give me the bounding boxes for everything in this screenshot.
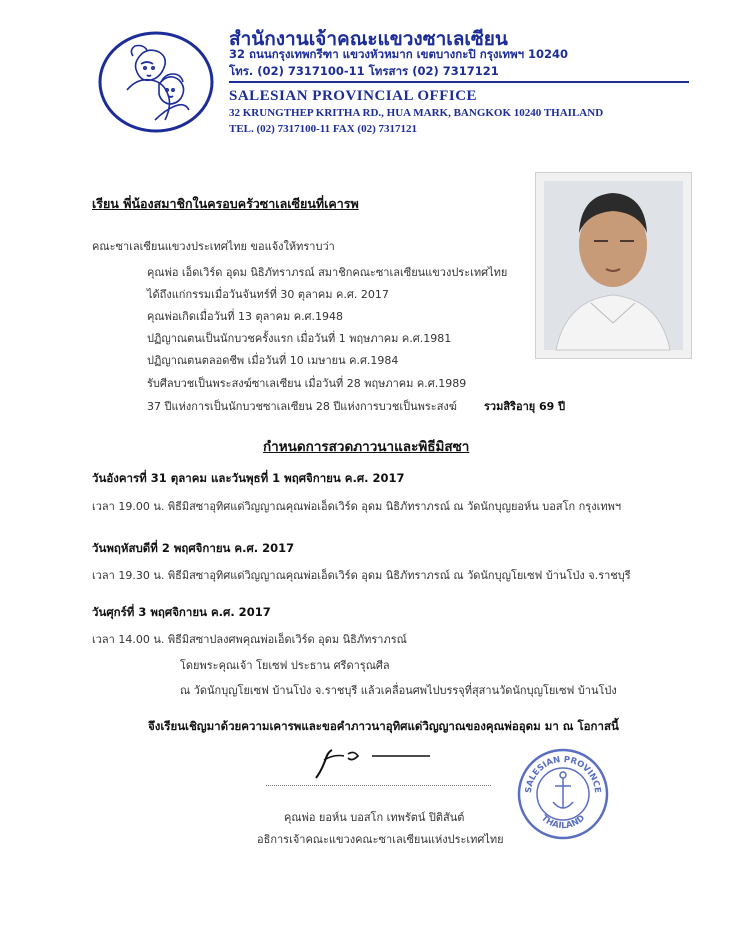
handwritten-signature	[312, 742, 432, 782]
body-line: ปฏิญาณตนเป็นนักบวชครั้งแรก เมื่อวันที่ 1 พฤษภาคม ค.ศ.1981	[147, 332, 452, 345]
body-line: คุณพ่อ เอ็ดเวิร์ด อุดม นิธิภัทราภรณ์ สมาชิกคณะซาเลเซียนแขวงประเทศไทย	[147, 266, 508, 279]
schedule-detail: ณ วัดนักบุญโยเซฟ บ้านโป่ง จ.ราชบุรี แล้วเคลื่อนศพไปบรรจุที่สุสานวัดนักบุญโยเซฟ บ้านโป่ง	[180, 684, 617, 697]
body-line: ได้ถึงแก่กรรมเมื่อวันจันทร์ที่ 30 ตุลาคม ค.ศ. 2017	[147, 288, 389, 301]
english-phone: TEL. (02) 7317100-11 FAX (02) 7317121	[229, 123, 418, 135]
schedule-detail: เวลา 19.00 น. พิธีมิสซาอุทิศแด่วิญญาณคุณพ่อเอ็ดเวิร์ด อุดม นิธิภัทราภรณ์ ณ วัดนักบุญยอห์น บอสโก กรุงเทพฯ	[92, 500, 622, 513]
stamp-text-top: SALESIAN PROVINCE	[523, 754, 603, 794]
body-line: คุณพ่อเกิดเมื่อวันที่ 13 ตุลาคม ค.ศ.1948	[147, 310, 344, 323]
body-line: ปฏิญาณตนตลอดชีพ เมื่อวันที่ 10 เมษายน ค.ศ.1984	[147, 354, 399, 367]
english-office-title: SALESIAN PROVINCIAL OFFICE	[229, 88, 478, 104]
thai-address: 32 ถนนกรุงเทพกรีฑา แขวงหัวหมาก เขตบางกะปิ กรุงเทพฯ 10240	[229, 47, 569, 61]
english-address: 32 KRUNGTHEP KRITHA RD., HUA MARK, BANGKOK 10240 THAILAND	[229, 107, 604, 119]
body-line: 37 ปีแห่งการเป็นนักบวชซาเลเซียน 28 ปีแห่งการบวชเป็นพระสงฆ์	[147, 400, 457, 413]
schedule-date: วันอังคารที่ 31 ตุลาคม และวันพุธที่ 1 พฤศจิกายน ค.ศ. 2017	[92, 471, 405, 485]
schedule-detail: เวลา 14.00 น. พิธีมิสซาปลงศพคุณพ่อเอ็ดเวิร์ด อุดม นิธิภัทราภรณ์	[92, 633, 407, 646]
schedule-detail: เวลา 19.30 น. พิธีมิสซาอุทิศแด่วิญญาณคุณพ่อเอ็ดเวิร์ด อุดม นิธิภัทราภรณ์ ณ วัดนักบุญโยเซฟ บ้านโป่ง จ.ราชบุรี	[92, 569, 631, 582]
body-line: รับศีลบวชเป็นพระสงฆ์ซาเลเซียน เมื่อวันที่ 28 พฤษภาคม ค.ศ.1989	[147, 377, 467, 390]
portrait-photo	[535, 172, 692, 359]
header-divider	[229, 81, 689, 83]
schedule-detail: โดยพระคุณเจ้า โยเซฟ ประธาน ศรีดารุณศีล	[180, 659, 390, 672]
salutation: เรียน พี่น้องสมาชิกในครอบครัวซาเลเซียนที่เคารพ	[92, 196, 359, 211]
stamp-text-bottom: THAILAND	[539, 813, 587, 832]
salesian-logo	[97, 30, 215, 134]
age-text: รวมสิริอายุ 69 ปี	[484, 400, 566, 413]
closing-text: จึงเรียนเชิญมาด้วยความเคารพและขอคำภาวนาอุทิศแด่วิญญาณของคุณพ่ออุดม มา ณ โอกาสนี้	[148, 719, 619, 733]
schedule-title: กำหนดการสวดภาวนาและพิธีมิสซา	[263, 439, 470, 455]
thai-office-title: สำนักงานเจ้าคณะแขวงซาเลเซียน	[229, 28, 508, 50]
schedule-date: วันศุกร์ที่ 3 พฤศจิกายน ค.ศ. 2017	[92, 605, 271, 619]
intro-text: คณะซาเลเซียนแขวงประเทศไทย ขอแจ้งให้ทราบว่า	[92, 240, 335, 253]
svg-text:THAILAND	[539, 813, 587, 831]
signatory-position: อธิการเจ้าคณะแขวงคณะซาเลเซียนแห่งประเทศไทย	[257, 833, 504, 846]
signatory-name: คุณพ่อ ยอห์น บอสโก เทพรัตน์ ปิติสันต์	[284, 811, 465, 824]
thai-phone: โทร. (02) 7317100-11 โทรสาร (02) 7317121	[229, 64, 499, 78]
official-stamp	[517, 748, 609, 840]
schedule-date: วันพฤหัสบดีที่ 2 พฤศจิกายน ค.ศ. 2017	[92, 541, 295, 555]
signature-line	[266, 785, 491, 786]
